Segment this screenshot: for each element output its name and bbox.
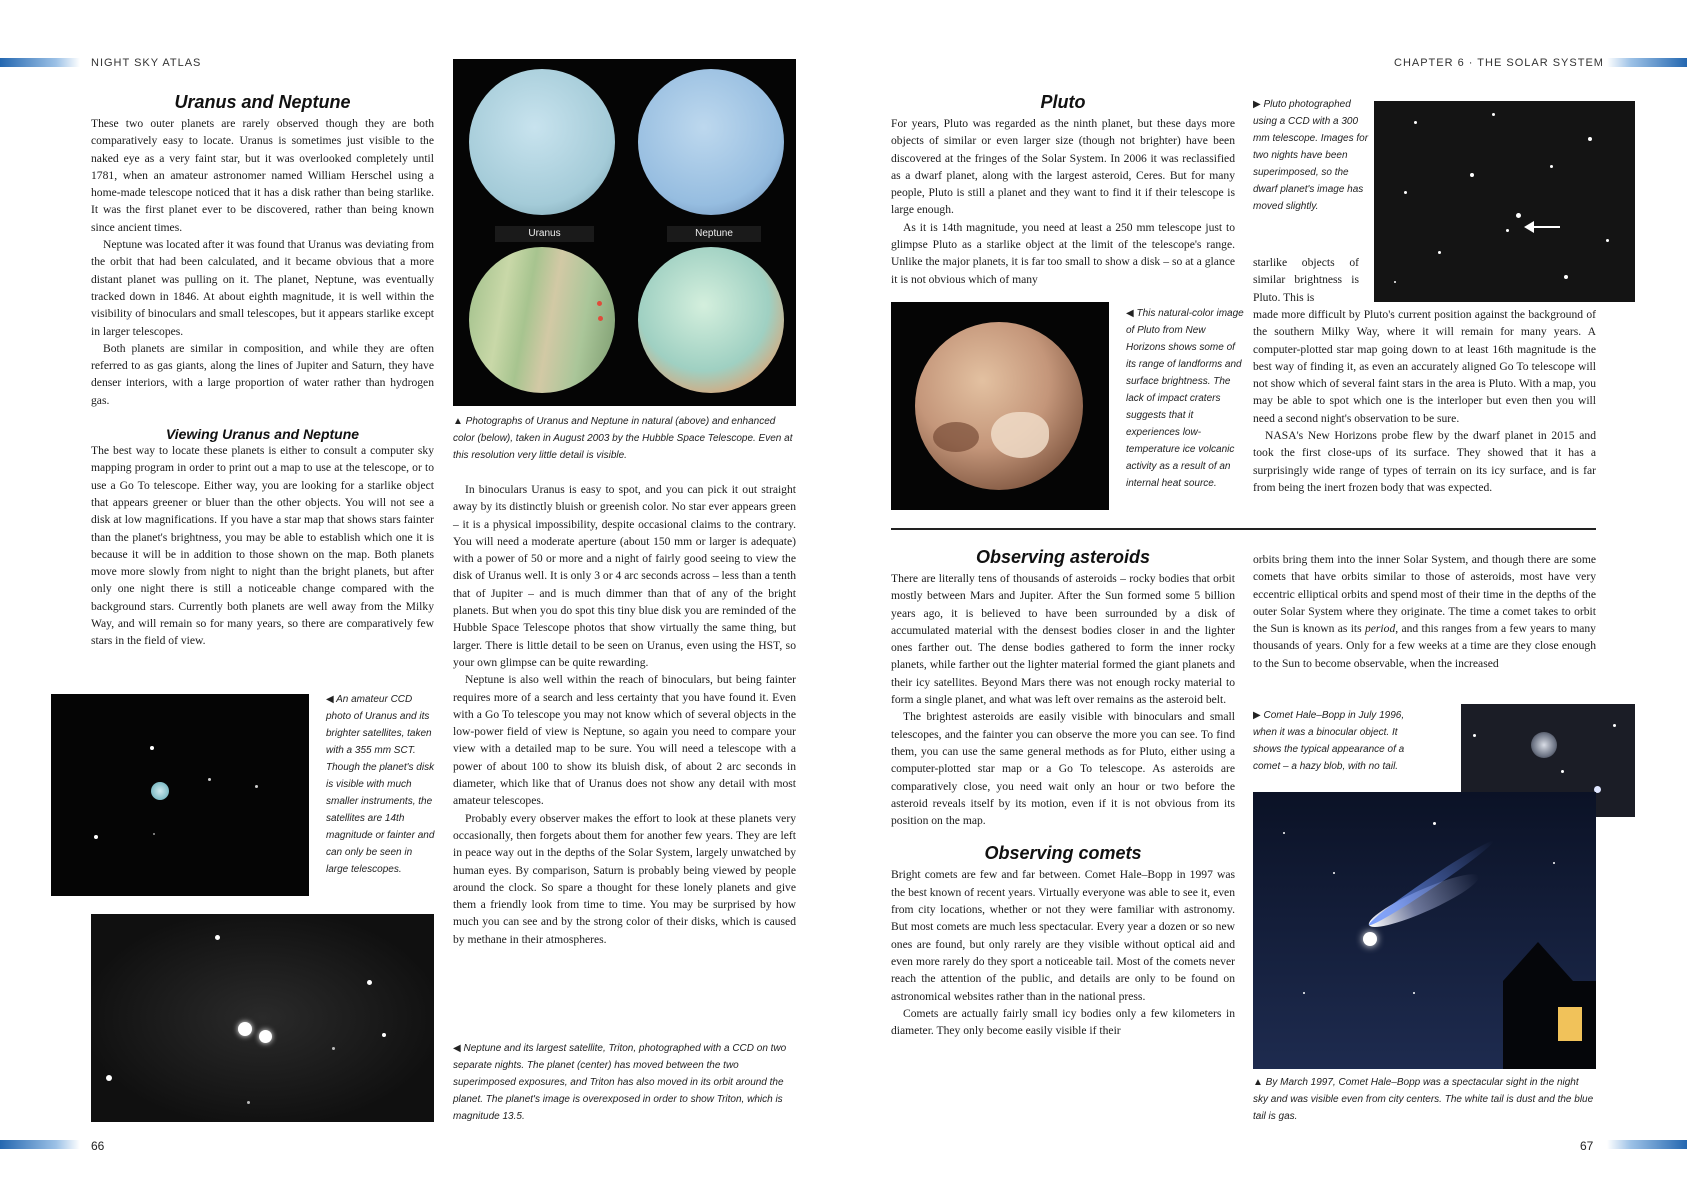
section-title-viewing: Viewing Uranus and Neptune	[165, 426, 360, 443]
arrow-icon	[1532, 226, 1560, 228]
running-header-right: CHAPTER 6 · THE SOLAR SYSTEM	[1394, 57, 1604, 69]
text-run-italic: period	[1364, 622, 1396, 636]
paragraph: For years, Pluto was regarded as the ninth planet, but these days more objects of similar or even larger size (though not brighter) have been discovered at the fringes of the Solar System. In 2006 it was reclassified as a dwarf planet, along with the largest asteroid, Ceres. But for many people, Pluto is still a planet and they want to find it if their telescope is large enough.	[891, 117, 1235, 217]
hale-bopp-1996-caption: ▶ Comet Hale–Bopp in July 1996, when it was a binocular object. It shows the typical appearance of a comet – a hazy blob, with no tail.	[1253, 710, 1405, 772]
new-horizons-caption: ◀ This natural-color image of Pluto from New Horizons shows some of its range of landforms and surface brightness. The lack of impact craters suggests that it experiences low-temperature ice volcanic activity as a result of an internal heat source.	[1126, 308, 1244, 489]
running-header-left: NIGHT SKY ATLAS	[91, 57, 202, 69]
paragraph: Both planets are similar in composition, and while they are often referred to as gas giants, along the lines of Jupiter and Saturn, they have denser interiors, with a large proportion of water rather than hydrogen gas.	[91, 341, 434, 407]
paragraph: Probably every observer makes the effort to look at these planets very occasionally, then forgets about them for another few years. They are left in peace way out in the depths of the Solar System, largely unwatched by human eyes. By comparison, Saturn is probably being viewed by people around the clock. So spare a thought for these lonely planets and give them a friendly look from time to time. You may be surprised by how much you can see and by the strong color of their disks, which is caused by methane in their atmospheres.	[453, 811, 796, 946]
asteroids-comets-section	[891, 547, 1235, 1039]
section-title-pluto: Pluto	[1040, 92, 1086, 112]
paragraph: Neptune was located after it was found that Uranus was deviating from the orbit that had been calculated, and it became obvious that a more distant planet was pulling on it. The planet, Neptune, was eventually tracked down in 1846. At about eighth magnitude, it is well within the visibility of binoculars and small telescopes, but it appears starlike except in larger telescopes.	[91, 238, 434, 338]
triton-caption: ◀ Neptune and its largest satellite, Triton, photographed with a CCD on two separate nights. The planet (center) has moved between the two superimposed exposures, and Triton has also moved in its orbit around the planet. The planet's image is overexposed in order to show Triton, which is magnitude 13.5.	[453, 1043, 787, 1122]
header-bar-right	[1607, 58, 1687, 67]
paragraph: The brightest asteroids are easily visible with binoculars and small telescopes, and the fainter you can observe the more you can see. To find them, you can use the same general methods as for Pluto, either using a computer-plotted star map or a Go To telescope. As asteroids are comparatively close, you need wait only an hour or two before the asteroid reveals itself by its motion, even if it is not obvious from its position on the map.	[891, 710, 1235, 828]
pluto-text-continued-a: starlike objects of similar brightness is Pluto. This is	[1253, 256, 1359, 304]
new-horizons-pluto-photo	[891, 302, 1109, 510]
hale-bopp-1997-photo	[1253, 792, 1596, 1069]
paragraph: As it is 14th magnitude, you need at least a 250 mm telescope just to glimpse Pluto as a starlike object at the limit of the telescope's range. Unlike the major planets, it is far too small to show a disk – so at a glance it is not obvious which of many	[891, 220, 1235, 286]
pluto-text-continued	[1253, 306, 1596, 496]
section-title-comets: Observing comets	[984, 843, 1142, 864]
arrowhead-icon	[1524, 221, 1534, 233]
page-number-left: 66	[91, 1139, 105, 1153]
paragraph: NASA's New Horizons probe flew by the dwarf planet in 2015 and took the first close-ups of its surface. They showed that it has a surprisingly wide range of types of terrain on its icy surface, and is far from being the inert frozen body that was expected.	[1253, 429, 1596, 494]
ccd-caption: ◀ An amateur CCD photo of Uranus and its brighter satellites, taken with a 355 mm SCT. Though the planet's disk is visible with much smaller instruments, the satellites are 14th magnitude or fainter and can only be seen in large telescopes.	[326, 694, 435, 875]
paragraph: made more difficult by Pluto's current position against the background of the southern Milky Way, where it will remain for many years. A computer-plotted star map going down to at least 16th magnitude is the best way of finding it, as even an accurately aligned Go To telescope will not show which of several faint stars in the area is Pluto. With a map, you may be able to spot which one is the interloper but even then you will need a second night's observation to be sure.	[1253, 308, 1596, 425]
comets-text-right	[1253, 551, 1596, 672]
hale-bopp-1997-caption: ▲ By March 1997, Comet Hale–Bopp was a spectacular sight in the night sky and was visible even from city centers. The white tail is dust and the blue tail is gas.	[1253, 1077, 1594, 1122]
section-title-uranus-neptune: Uranus and Neptune	[174, 92, 351, 112]
hubble-caption: ▲ Photographs of Uranus and Neptune in natural (above) and enhanced color (below), taken in August 2003 by the Hubble Space Telescope. Even at this resolution very little detail is visible.	[453, 416, 793, 461]
pluto-section	[891, 92, 1235, 288]
paragraph: In binoculars Uranus is easy to spot, and you can pick it out straight away by its distinctly bluish or greenish color. No star ever appears green – it is a physical impossibility, despite occasional claims to the contrary. You will need a moderate aperture (about 150 mm or larger is adequate) with a power of 50 or more and a night of fairly good seeing to view the disk of Uranus well. It is only 3 or 4 arc seconds across – less than a tenth that of Jupiter – and is much dimmer than that of any of the bright planets. But when you do spot this tiny blue disk you are reminded of the Hubble Space Telescope photos that show virtually the same thing, but larger. There is little detail to be seen on Uranus, even using the HST, so your own glimpse can be quite rewarding.	[453, 483, 796, 669]
pluto-photo-caption: ▶ Pluto photographed using a CCD with a 300 mm telescope. Images for two nights have been superimposed, so the dwarf planet's image has moved slightly.	[1253, 99, 1369, 212]
pluto-ccd-photo	[1374, 101, 1635, 302]
binoculars-text	[453, 481, 796, 948]
paragraph: Comets are actually fairly small icy bodies only a few kilometers in diameter. They only become easily visible if their	[891, 1006, 1235, 1038]
paragraph: Neptune is also well within the reach of binoculars, but being fainter requires more of a search and less certainty that you have found it. Even with a Go To telescope you may not know which of several objects in the low-power field of view is Neptune, so again you need to compare your view with a detailed map to be sure. You will need a telescope with a power of about 100 to show its bluish disk, of about 2 arc seconds in diameter, which like that of Uranus does not show any detail with most amateur telescopes.	[453, 673, 796, 808]
label-neptune: Neptune	[667, 226, 761, 242]
section-title-asteroids: Observing asteroids	[975, 547, 1151, 567]
uranus-ccd-photo	[51, 694, 309, 896]
hubble-uranus-neptune-photo	[453, 59, 796, 406]
paragraph: Bright comets are few and far between. Comet Hale–Bopp in 1997 was the best known of recent years. Virtually everyone was able to see it, even from city locations, whether or not they were familiar with astronomy. But most comets are much less spectacular. Every year a dozen or so new ones are found, but only rarely are they visible without optical aid and even more rarely do they sport a noticeable tail. Most of the comets never reach the attention of the public, and details are only to be found on astronomical websites rather than in the national press.	[891, 868, 1235, 1003]
page-number-right: 67	[1580, 1139, 1594, 1153]
footer-bar-left	[0, 1140, 80, 1149]
lit-window	[1558, 1007, 1582, 1041]
label-uranus: Uranus	[495, 226, 594, 242]
text-run: , and this ranges from a few years to many thousands of years. Only for a few weeks at a time are they close enough to the Sun to become observable, when the increased	[1253, 622, 1596, 670]
neptune-triton-photo	[91, 914, 434, 1122]
paragraph: There are literally tens of thousands of asteroids – rocky bodies that orbit mostly between Mars and Jupiter. After the Sun formed some 5 billion years ago, it is believed to have been surrounded by a disk of accumulated material with the densest bodies closer in and the lighter ones farther out. The dense bodies gathered to form the inner rocky planets, while farther out the lighter material formed the giant planets and their icy satellites. Beyond Mars there was not enough rocky material to form a single planet, and what was left over remains as the asteroid belt.	[891, 572, 1235, 707]
paragraph: These two outer planets are rarely observed though they are both comparatively easy to locate. Uranus is sometimes just visible to the naked eye as a very faint star, but it was overlooked completely until 1781, when an amateur astronomer named William Herschel using a home-made telescope noticed that it has a disk rather than being starlike. It was the first planet ever to be discovered, rather than being known since ancient times.	[91, 117, 434, 234]
footer-bar-right	[1607, 1140, 1687, 1149]
building-silhouette	[1503, 942, 1596, 1069]
section-divider	[891, 528, 1596, 530]
header-bar-left	[0, 58, 80, 67]
paragraph: The best way to locate these planets is either to consult a computer sky mapping program in order to print out a map to use at the telescope, or to use a Go To telescope. Either way, you are looking for a starlike object that appears greener or bluer than the other objects. You will not see a disk at low magnifications. If you have a star map that shows stars fainter than the planet's brightness, you may be able to establish which one it is because it will be in addition to those shown on the map. Both planets move more slowly from night to night than the bright planets, but after only one night there is still a noticeable change compared with the background stars. Currently both planets are well away from the Milky Way, and will remain so for many years, so there are comparatively few stars in the field of view.	[91, 444, 434, 648]
uranus-neptune-section	[91, 92, 434, 650]
text-run: orbits bring them into the inner Solar System, and though there are some comets that have orbits similar to those of asteroids, most have very eccentric elliptical orbits and spend most of their time in the depths of the outer Solar System where they originate. The time a comet takes to orbit the Sun is known as its	[1253, 553, 1596, 636]
